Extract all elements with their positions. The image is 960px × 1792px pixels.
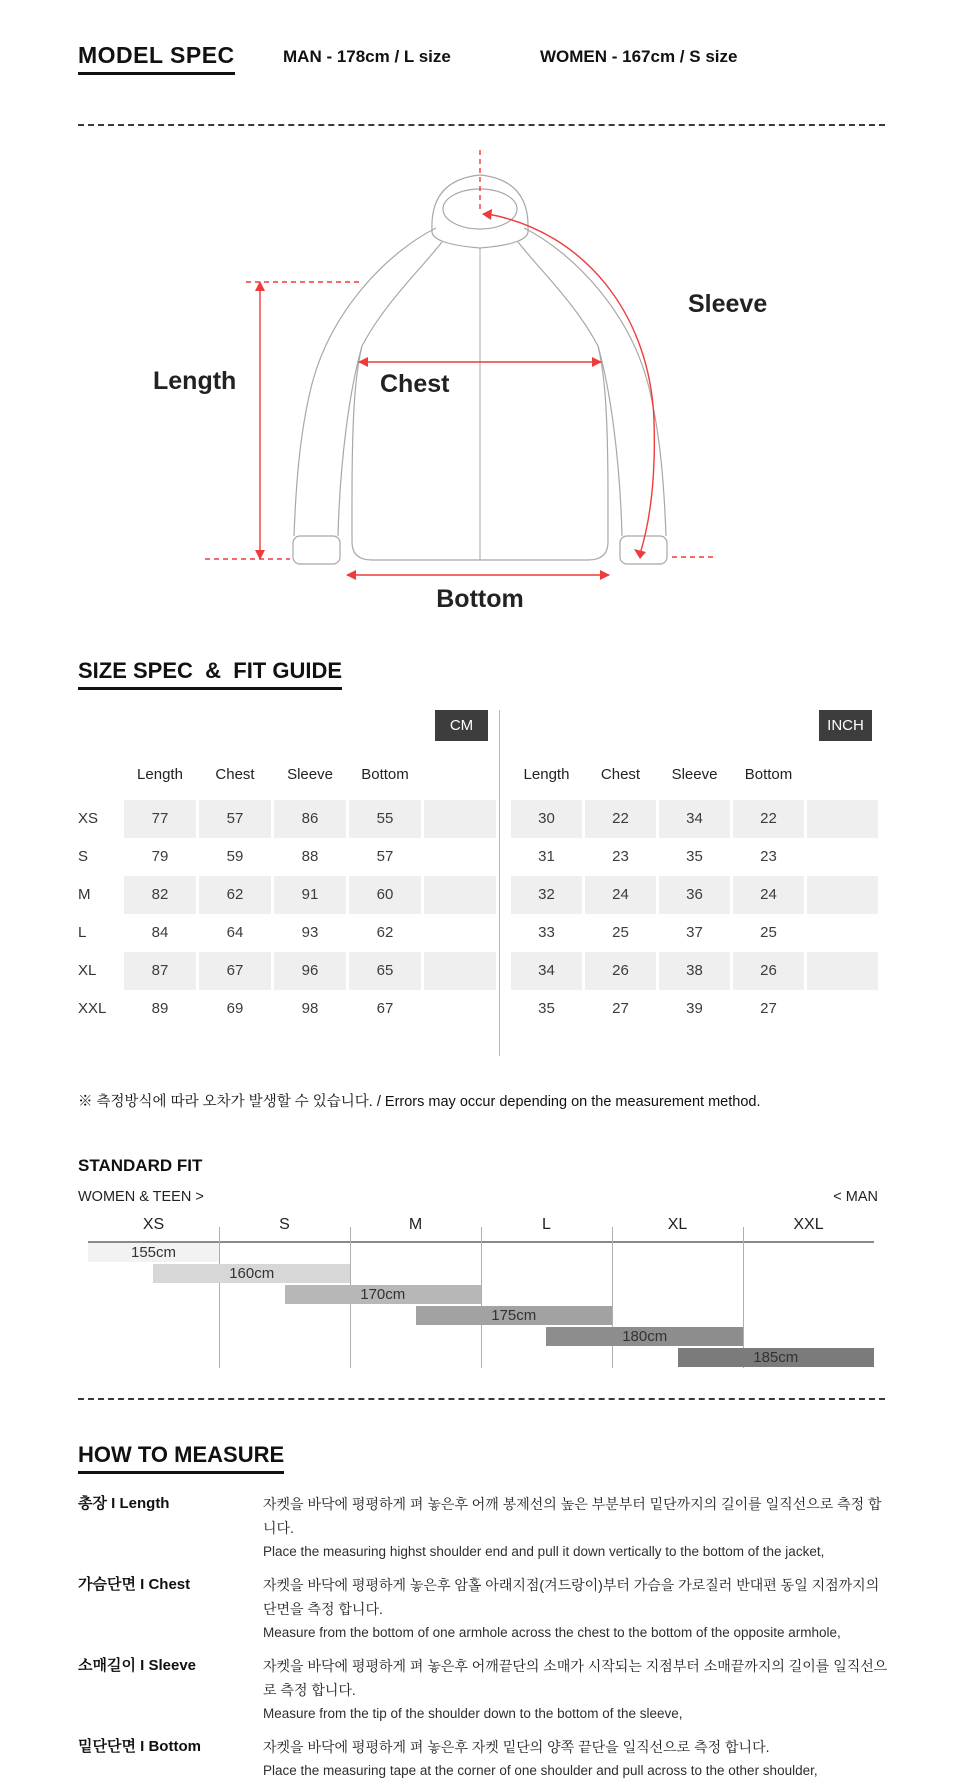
size-value-cell: 55 xyxy=(349,800,421,838)
model-spec-man: MAN - 178cm / L size xyxy=(283,47,451,66)
measure-row xyxy=(78,1492,894,1563)
size-row-label: XL xyxy=(78,962,97,979)
fit-bar-180: 180cm xyxy=(546,1327,743,1346)
table-row xyxy=(511,876,878,914)
size-value-cell: 33 xyxy=(538,924,555,941)
size-value-cell: 36 xyxy=(659,876,730,914)
size-value-cell: 32 xyxy=(511,876,582,914)
size-row-label: XXL xyxy=(78,1000,107,1017)
fit-bar-170: 170cm xyxy=(285,1285,482,1304)
diagram-label-length: Length xyxy=(153,367,237,395)
measurement-note: ※ 측정방식에 따라 오차가 발생할 수 있습니다. / Errors may occur depending on the measurement method. xyxy=(78,1094,761,1110)
measure-description xyxy=(263,1573,894,1644)
measure-description-en: Measure from the tip of the shoulder down to the bottom of the sleeve, xyxy=(263,1706,683,1721)
size-value-cell: 64 xyxy=(226,924,244,941)
size-empty-cell xyxy=(807,876,878,914)
size-value-cell: 77 xyxy=(124,800,196,838)
jacket-outline-drawing xyxy=(0,130,960,620)
table-row xyxy=(78,800,496,838)
column-header-length: Length xyxy=(137,766,183,783)
size-empty-cell xyxy=(424,914,496,952)
size-value-cell: 24 xyxy=(585,876,656,914)
table-row xyxy=(78,838,496,876)
measure-description-en: Measure from the bottom of one armhole across the chest to the bottom of the opposite armhole, xyxy=(263,1625,841,1640)
fit-column-line xyxy=(481,1227,482,1368)
size-value-cell: 91 xyxy=(274,876,346,914)
size-empty-cell xyxy=(807,838,878,876)
fit-caption-man: < MAN xyxy=(833,1189,878,1205)
dashed-divider-bottom xyxy=(78,1398,885,1400)
column-header-sleeve: Sleeve xyxy=(671,766,718,783)
size-empty-cell xyxy=(807,990,878,1028)
size-value-cell: 37 xyxy=(686,924,703,941)
size-value-cell: 59 xyxy=(226,848,244,865)
size-row-label: M xyxy=(78,886,91,903)
column-header-empty xyxy=(807,762,878,788)
size-value-cell: 25 xyxy=(612,924,629,941)
size-spec-title: SIZE SPEC & FIT GUIDE xyxy=(78,658,342,690)
size-value-cell: 67 xyxy=(376,1000,394,1017)
size-value-cell: 57 xyxy=(199,800,271,838)
size-value-cell: 62 xyxy=(199,876,271,914)
fit-size-label: XS xyxy=(142,1216,165,1233)
size-value-cell: 60 xyxy=(349,876,421,914)
fit-size-label: S xyxy=(279,1216,290,1233)
table-row xyxy=(511,914,878,952)
size-empty-cell xyxy=(424,990,496,1028)
size-value-cell: 93 xyxy=(301,924,319,941)
size-value-cell: 35 xyxy=(538,1000,555,1017)
size-value-cell: 24 xyxy=(733,876,804,914)
size-value-cell: 38 xyxy=(659,952,730,990)
measure-term: 밑단단면 I Bottom xyxy=(78,1738,201,1755)
unit-badge-cm: CM xyxy=(435,710,488,741)
fit-size-label: XXL xyxy=(793,1216,824,1233)
how-to-measure-rows xyxy=(78,1492,894,1792)
table-row xyxy=(511,952,878,990)
column-header-bottom: Bottom xyxy=(744,766,793,783)
size-value-cell: 25 xyxy=(760,924,777,941)
size-value-cell: 57 xyxy=(376,848,394,865)
fit-captions xyxy=(78,1189,878,1205)
size-value-cell: 67 xyxy=(199,952,271,990)
size-empty-cell xyxy=(424,876,496,914)
measure-description xyxy=(263,1492,894,1563)
size-empty-cell xyxy=(807,914,878,952)
size-value-cell: 22 xyxy=(733,800,804,838)
size-empty-cell xyxy=(424,800,496,838)
column-header-length: Length xyxy=(523,766,570,783)
measure-description xyxy=(263,1735,894,1782)
fit-bar-160: 160cm xyxy=(153,1264,350,1283)
diagram-label-sleeve: Sleeve xyxy=(688,290,768,318)
size-value-cell: 26 xyxy=(585,952,656,990)
size-value-cell: 31 xyxy=(538,848,555,865)
size-value-cell: 82 xyxy=(124,876,196,914)
size-value-cell: 96 xyxy=(274,952,346,990)
size-value-cell: 86 xyxy=(274,800,346,838)
size-empty-cell xyxy=(424,838,496,876)
size-row-label: S xyxy=(78,848,89,865)
size-value-cell: 65 xyxy=(349,952,421,990)
fit-column-line xyxy=(219,1227,220,1368)
size-table-head-cm xyxy=(78,762,496,788)
size-value-cell: 22 xyxy=(585,800,656,838)
fit-size-label: M xyxy=(408,1216,423,1233)
fit-bar-185: 185cm xyxy=(678,1348,875,1367)
fit-column-line xyxy=(743,1227,744,1368)
measure-description xyxy=(263,1654,894,1725)
unit-badge-inch: INCH xyxy=(819,710,872,741)
size-value-cell: 89 xyxy=(151,1000,169,1017)
fit-size-label: XL xyxy=(667,1216,688,1233)
size-table-inch xyxy=(511,800,878,1028)
size-empty-cell xyxy=(424,952,496,990)
how-to-measure-title: HOW TO MEASURE xyxy=(78,1442,284,1474)
table-row xyxy=(78,990,496,1028)
measure-description-kr: 자켓을 바닥에 평평하게 펴 놓은후 자켓 밑단의 양쪽 끝단을 일직선으로 측정 합니다. xyxy=(263,1739,770,1755)
measure-row xyxy=(78,1735,894,1782)
measure-row xyxy=(78,1573,894,1644)
jacket-measure-diagram xyxy=(0,130,960,620)
size-value-cell: 30 xyxy=(511,800,582,838)
size-value-cell: 98 xyxy=(301,1000,319,1017)
size-value-cell: 62 xyxy=(376,924,394,941)
column-header-chest: Chest xyxy=(215,766,255,783)
table-row xyxy=(78,952,496,990)
column-header-sleeve: Sleeve xyxy=(287,766,333,783)
size-row-label: L xyxy=(78,924,87,941)
size-empty-cell xyxy=(807,800,878,838)
measure-term: 가슴단면 I Chest xyxy=(78,1576,191,1593)
measure-description-kr: 자켓을 바닥에 평평하게 펴 놓은후 어깨 봉제선의 높은 부분부터 밑단까지의 길이를 일직선으로 측정 합니다. xyxy=(263,1496,882,1536)
model-spec-women: WOMEN - 167cm / S size xyxy=(540,47,738,66)
column-header-chest: Chest xyxy=(600,766,641,783)
measure-term: 소매길이 I Sleeve xyxy=(78,1657,197,1674)
fit-bar-175: 175cm xyxy=(416,1306,613,1325)
measure-description-kr: 자켓을 바닥에 평평하게 놓은후 암홀 아래지점(겨드랑이)부터 가슴을 가로질러 반대편 동일 지점까지의 단면을 측정 합니다. xyxy=(263,1577,880,1617)
table-row xyxy=(511,990,878,1028)
size-value-cell: 26 xyxy=(733,952,804,990)
fit-column-line xyxy=(612,1227,613,1368)
size-table-head-inch xyxy=(511,762,878,788)
measure-term: 총장 I Length xyxy=(78,1495,170,1512)
size-table-corner xyxy=(78,762,121,788)
measure-description-en: Place the measuring highst shoulder end and pull it down vertically to the bottom of the jacket, xyxy=(263,1544,825,1559)
table-divider xyxy=(499,710,500,1056)
diagram-label-chest: Chest xyxy=(380,370,450,398)
size-empty-cell xyxy=(807,952,878,990)
size-value-cell: 79 xyxy=(151,848,169,865)
size-value-cell: 88 xyxy=(301,848,319,865)
column-header-empty xyxy=(424,762,496,788)
model-spec-title: MODEL SPEC xyxy=(78,42,235,75)
fit-caption-women-teen: WOMEN & TEEN > xyxy=(78,1189,204,1205)
fit-size-label: L xyxy=(542,1216,551,1233)
size-value-cell: 27 xyxy=(612,1000,629,1017)
table-row xyxy=(78,914,496,952)
table-row xyxy=(78,876,496,914)
diagram-label-bottom: Bottom xyxy=(436,585,524,613)
standard-fit-title: STANDARD FIT xyxy=(78,1156,203,1175)
fit-bar-155: 155cm xyxy=(88,1243,219,1262)
size-value-cell: 34 xyxy=(511,952,582,990)
size-value-cell: 39 xyxy=(686,1000,703,1017)
dashed-divider-top xyxy=(78,124,885,126)
table-row xyxy=(511,800,878,838)
fit-chart xyxy=(88,1214,874,1368)
size-value-cell: 87 xyxy=(124,952,196,990)
measure-row xyxy=(78,1654,894,1725)
column-header-bottom: Bottom xyxy=(361,766,409,783)
measure-description-en: Place the measuring tape at the corner of one shoulder and pull across to the other shoulder, xyxy=(263,1763,818,1778)
size-value-cell: 27 xyxy=(760,1000,777,1017)
size-value-cell: 23 xyxy=(612,848,629,865)
size-value-cell: 23 xyxy=(760,848,777,865)
size-value-cell: 84 xyxy=(151,924,169,941)
measure-description-kr: 자켓을 바닥에 평평하게 펴 놓은후 어깨끝단의 소매가 시작되는 지점부터 소매끝까지의 길이를 일직선으로 측정 합니다. xyxy=(263,1658,888,1698)
size-value-cell: 34 xyxy=(659,800,730,838)
size-value-cell: 69 xyxy=(226,1000,244,1017)
table-row xyxy=(511,838,878,876)
size-value-cell: 35 xyxy=(686,848,703,865)
size-table-cm xyxy=(78,800,496,1028)
size-row-label: XS xyxy=(78,810,99,827)
